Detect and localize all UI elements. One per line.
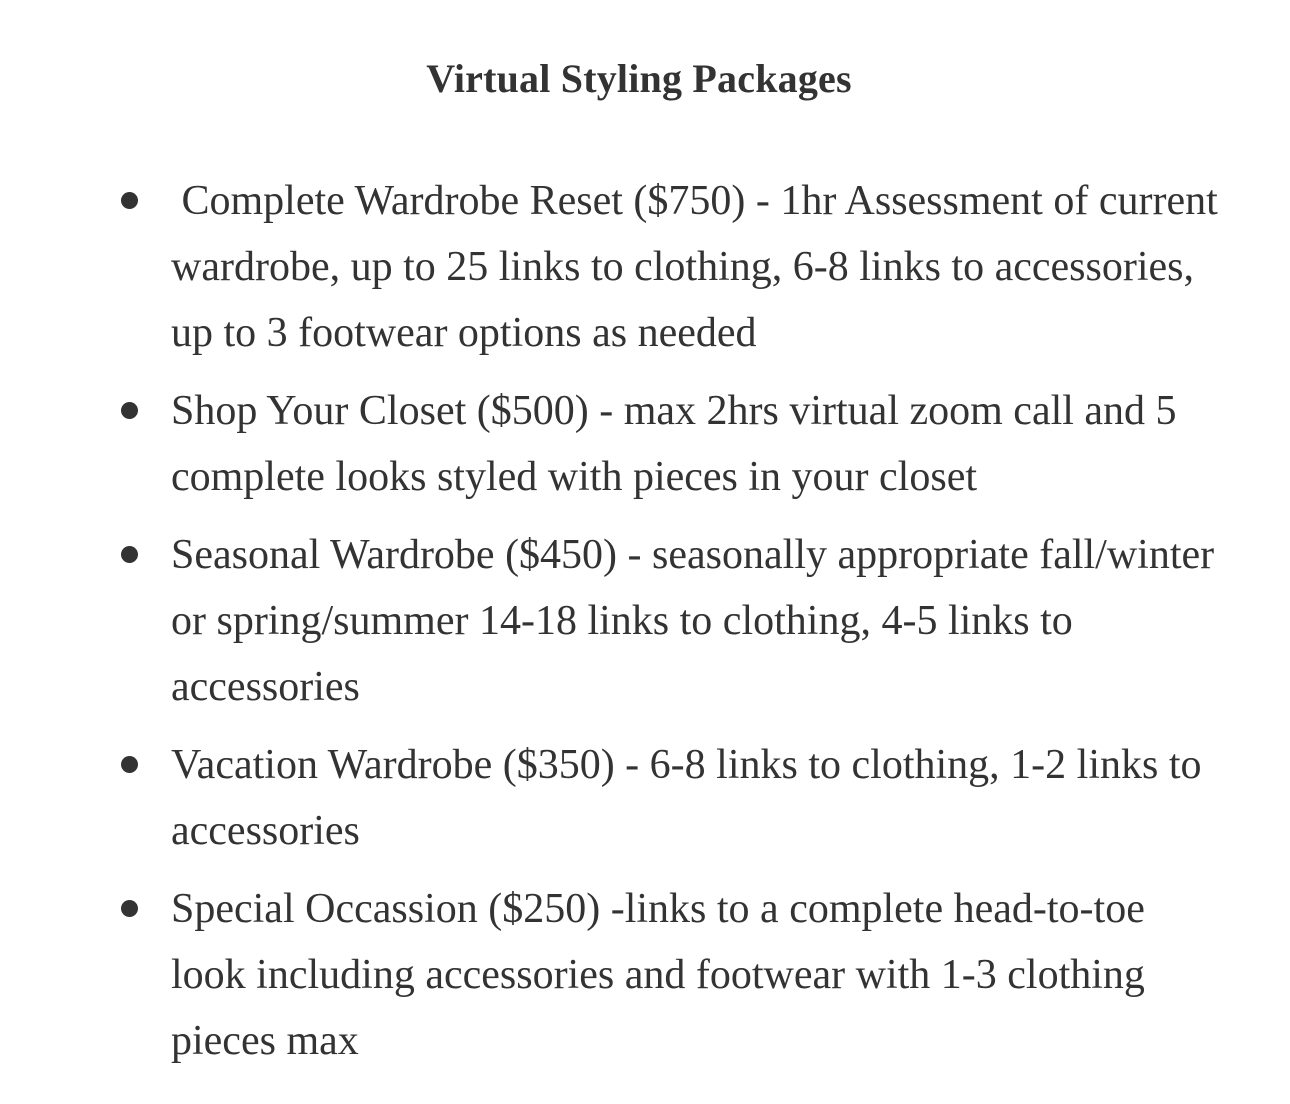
- package-item-special-occassion: [0, 876, 1290, 1074]
- package-description: Complete Wardrobe Reset ($750) - 1hr Assessment of current wardrobe, up to 25 links to clothing, 6-8 links to accessories, up to 3 footwear options as needed: [171, 178, 1229, 356]
- bullet-icon: [121, 402, 138, 419]
- package-description: Special Occassion ($250) -links to a complete head-to-toe look including accessories and footwear with 1-3 clothing pieces max: [171, 886, 1145, 1064]
- package-description: Seasonal Wardrobe ($450) - seasonally appropriate fall/winter or spring/summer 14-18 links to clothing, 4-5 links to accessories: [171, 532, 1215, 710]
- page-title: Virtual Styling Packages: [426, 56, 852, 101]
- package-description: Vacation Wardrobe ($350) - 6-8 links to clothing, 1-2 links to accessories: [171, 742, 1202, 854]
- package-item-seasonal-wardrobe: [0, 522, 1290, 720]
- bullet-icon: [121, 192, 138, 209]
- bullet-icon: [121, 900, 138, 917]
- package-item-shop-your-closet: [0, 378, 1290, 510]
- package-item-complete-wardrobe-reset: [0, 168, 1290, 366]
- package-description: Shop Your Closet ($500) - max 2hrs virtual zoom call and 5 complete looks styled with pieces in your closet: [171, 388, 1177, 500]
- package-item-vacation-wardrobe: [0, 732, 1290, 864]
- bullet-icon: [121, 546, 138, 563]
- bullet-icon: [121, 756, 138, 773]
- package-list: [0, 168, 1290, 1086]
